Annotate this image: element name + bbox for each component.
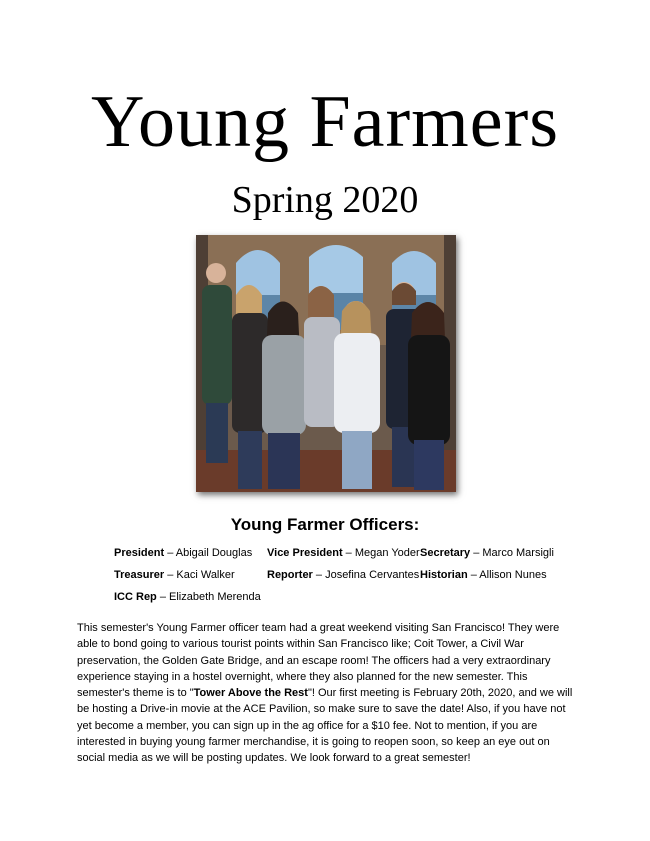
- group-photo-image: [196, 235, 456, 492]
- officer-role: Treasurer: [114, 569, 165, 581]
- officer-entry: [114, 568, 235, 582]
- officer-entry: [420, 568, 547, 582]
- officer-role: Vice President: [267, 547, 343, 559]
- page-subtitle: Spring 2020: [231, 179, 419, 221]
- officer-role: Secretary: [420, 547, 471, 559]
- officer-role: Historian: [420, 569, 468, 581]
- officer-name: – Marco Marsigli: [470, 547, 554, 559]
- officer-entry: [267, 546, 420, 560]
- officer-name: – Megan Yoder: [342, 547, 420, 559]
- body-paragraph: [77, 620, 577, 767]
- officer-name: – Allison Nunes: [467, 569, 547, 581]
- officer-name: – Abigail Douglas: [164, 547, 253, 559]
- officers-heading: Young Farmer Officers:: [230, 515, 420, 534]
- body-text-part2: "! Our first meeting is February 20th, 2020, and we will be hosting a Drive-in movie at the ACE Pavilion, so make sure to save the date! Also, if you have not yet become a member, you can sign up in the ag office for a $10 fee. Not to mention, if you are interested in buying young farmer merchandise, it is going to reopen soon, so keep an eye out on social media as we will be posting updates. We look forward to a great semester!: [77, 687, 573, 765]
- officer-role: Reporter: [267, 569, 313, 581]
- group-photo: [196, 235, 456, 492]
- officer-name: – Elizabeth Merenda: [156, 591, 261, 603]
- officer-entry: [114, 590, 261, 604]
- officer-entry: [420, 546, 554, 560]
- page-title: Young Farmers: [90, 81, 560, 163]
- officer-entry: [267, 568, 419, 582]
- body-text-part1: This semester's Young Farmer officer team had a great weekend visiting San Francisco! They were able to bond going to various tourist points within San Francisco like; Coit Tower, a Civil War preservation, the Golden Gate Bridge, and an escape room! The officers had a very extraordinary experience staying in a hostel overnight, where they also planned for the new semester. This semester's theme is to ": [77, 622, 560, 700]
- officer-entry: [114, 546, 252, 560]
- officer-role: President: [114, 547, 165, 559]
- semester-theme: Tower Above the Rest: [193, 687, 308, 700]
- officer-name: – Kaci Walker: [164, 569, 235, 581]
- officer-role: ICC Rep: [114, 591, 157, 603]
- officer-name: – Josefina Cervantes: [312, 569, 420, 581]
